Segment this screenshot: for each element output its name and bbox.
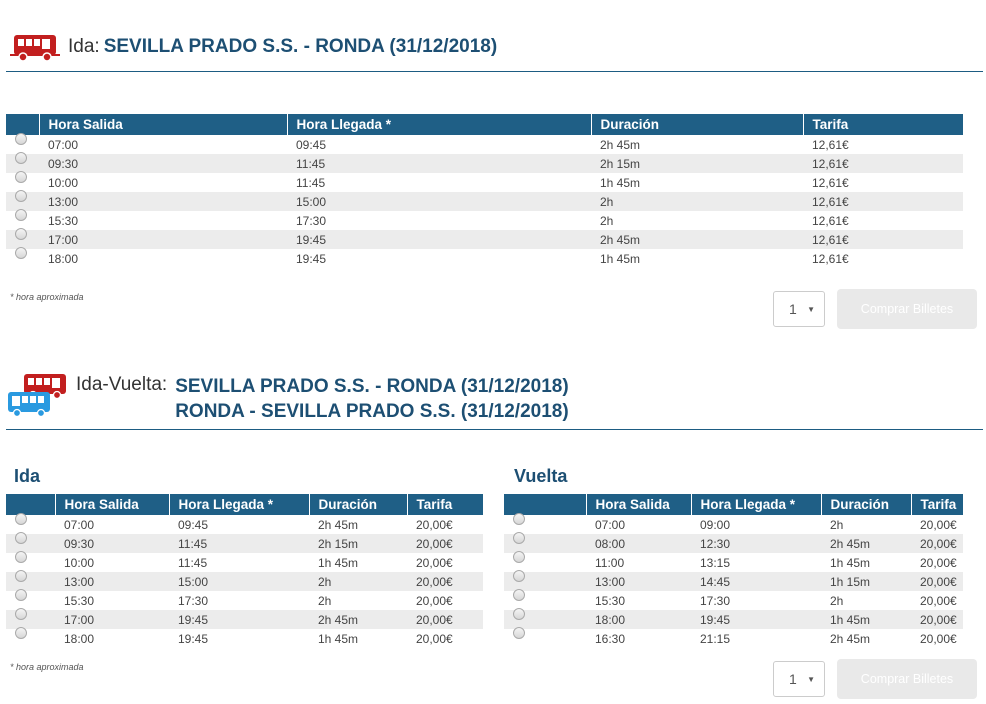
ida-schedule-table [6,114,963,268]
chevron-down-icon: ▼ [807,674,815,684]
cell-duracion: 1h 45m [600,251,641,266]
cell-tarifa: 12,61€ [812,137,849,152]
cell-hora-salida: 10:00 [48,175,79,190]
radio-cell [504,515,586,534]
select-radio[interactable] [15,209,27,221]
cell-duracion: 2h [830,593,844,608]
table-header-row [504,494,963,515]
cell-hora-llegada: 21:15 [700,631,731,646]
table-row[interactable] [6,249,963,268]
select-radio[interactable] [15,152,27,164]
cell-tarifa: 20,00€ [416,517,453,532]
table-row[interactable] [6,230,963,249]
column-header-radio [504,494,586,515]
select-radio[interactable] [513,513,525,525]
column-header-hora-llegada: Hora Llegada * [287,114,591,135]
quantity-value: 1 [789,301,797,317]
ida-vuelta-divider [6,429,983,430]
column-header-duracion: Duración [309,494,407,515]
select-radio[interactable] [15,627,27,639]
table-row[interactable] [6,192,963,211]
column-header-tarifa: Tarifa [803,114,963,135]
column-header-hora-salida: Hora Salida [39,114,287,135]
radio-cell [6,230,39,249]
cell-hora-salida: 07:00 [64,517,95,532]
select-radio[interactable] [513,608,525,620]
table-row[interactable] [504,610,963,629]
radio-cell [6,135,39,154]
table-row[interactable] [504,572,963,591]
radio-cell [6,211,39,230]
quantity-select-iv[interactable] [773,661,825,697]
column-header-radio [6,494,55,515]
cell-hora-llegada: 14:45 [691,572,821,591]
cell-duracion: 2h [830,517,844,532]
radio-cell [6,610,55,629]
radio-cell [504,572,586,591]
column-header-hora-salida: Hora Salida [55,494,169,515]
cell-duracion: 1h 45m [821,610,911,629]
cell-hora-llegada: 19:45 [169,610,309,629]
column-header-tarifa: Tarifa [911,494,963,515]
cell-tarifa: 20,00€ [407,610,483,629]
radio-cell [6,572,55,591]
cell-hora-salida: 18:00 [586,610,691,629]
cell-hora-llegada: 17:30 [178,593,209,608]
cell-hora-llegada: 17:30 [700,593,731,608]
select-radio[interactable] [15,171,27,183]
table-row[interactable] [504,515,963,534]
cell-duracion: 2h 45m [600,137,641,152]
select-radio[interactable] [513,589,525,601]
buy-tickets-button-iv[interactable]: Comprar Billetes [837,659,977,699]
table-row[interactable] [6,572,483,591]
cell-tarifa: 20,00€ [920,593,957,608]
cell-hora-salida: 18:00 [48,251,79,266]
cell-hora-llegada: 11:45 [169,534,309,553]
select-radio[interactable] [513,532,525,544]
cell-tarifa: 20,00€ [416,555,453,570]
cell-tarifa: 20,00€ [920,517,957,532]
ida-vuelta-outbound-table [6,494,483,648]
select-radio[interactable] [513,551,525,563]
cell-duracion: 1h 15m [821,572,911,591]
vuelta-subtitle: Vuelta [514,466,568,486]
cell-tarifa: 20,00€ [920,555,957,570]
ida-subtitle: Ida [14,466,41,486]
cell-hora-salida: 13:00 [39,192,287,211]
cell-hora-llegada: 19:45 [178,631,209,646]
cell-duracion: 2h [600,213,614,228]
table-row[interactable] [504,591,963,610]
cell-hora-salida: 09:30 [55,534,169,553]
radio-cell [504,610,586,629]
ida-header [10,32,497,62]
cell-hora-salida: 15:30 [64,593,95,608]
cell-hora-llegada: 11:45 [287,154,591,173]
cell-hora-llegada: 11:45 [178,555,208,570]
column-header-radio [6,114,39,135]
radio-cell [504,534,586,553]
cell-duracion: 2h 45m [821,534,911,553]
radio-cell [6,515,55,534]
table-row[interactable] [6,135,963,154]
cell-hora-llegada: 13:15 [700,555,731,570]
ida-divider [6,71,983,72]
bus-pair-icon [6,372,70,418]
bus-red-icon [10,32,60,62]
column-header-duracion: Duración [591,114,803,135]
radio-cell [504,629,586,648]
cell-tarifa: 20,00€ [407,534,483,553]
cell-hora-salida: 13:00 [55,572,169,591]
cell-hora-salida: 16:30 [595,631,626,646]
select-radio[interactable] [15,589,27,601]
cell-hora-salida: 17:00 [55,610,169,629]
cell-duracion: 2h 45m [830,631,871,646]
select-radio[interactable] [15,551,27,563]
radio-cell [6,249,39,268]
cell-hora-llegada: 09:45 [296,137,327,152]
cell-duracion: 1h 45m [830,555,871,570]
cell-hora-salida: 07:00 [595,517,626,532]
ida-vuelta-return-table [504,494,963,648]
ida-vuelta-route-return: RONDA - SEVILLA PRADO S.S. (31/12/2018) [175,401,569,422]
radio-cell [6,553,55,572]
cell-duracion: 1h 45m [600,175,641,190]
radio-cell [6,154,39,173]
cell-duracion: 2h 15m [309,534,407,553]
cell-tarifa: 12,61€ [812,251,849,266]
cell-tarifa: 12,61€ [803,154,963,173]
select-radio[interactable] [15,228,27,240]
cell-tarifa: 20,00€ [911,572,963,591]
ida-vuelta-route-outbound: SEVILLA PRADO S.S. - RONDA (31/12/2018) [175,376,569,397]
table-row[interactable] [504,629,963,648]
radio-cell [504,553,586,572]
cell-hora-salida: 15:30 [48,213,79,228]
cell-hora-llegada: 12:30 [691,534,821,553]
cell-hora-salida: 09:30 [39,154,287,173]
radio-cell [504,591,586,610]
table-row[interactable] [6,610,483,629]
cell-duracion: 2h [591,192,803,211]
cell-hora-salida: 07:00 [48,137,79,152]
table-header-row [6,114,963,135]
cell-tarifa: 12,61€ [812,213,849,228]
cell-duracion: 2h [318,593,332,608]
cell-tarifa: 12,61€ [803,192,963,211]
ida-label: Ida: [68,36,100,57]
select-radio[interactable] [15,513,27,525]
radio-cell [6,591,55,610]
table-row[interactable] [504,553,963,572]
cell-hora-salida: 17:00 [39,230,287,249]
radio-cell [6,534,55,553]
select-radio[interactable] [15,608,27,620]
cell-duracion: 2h 45m [318,517,359,532]
cell-hora-llegada: 19:45 [287,230,591,249]
column-header-duracion: Duración [821,494,911,515]
cell-duracion: 2h 45m [591,230,803,249]
radio-cell [6,192,39,211]
quantity-value: 1 [789,671,797,687]
cell-hora-salida: 10:00 [64,555,95,570]
cell-hora-llegada: 17:30 [296,213,327,228]
table-row[interactable] [6,154,963,173]
table-row[interactable] [6,211,963,230]
cell-duracion: 2h 15m [591,154,803,173]
ida-route: SEVILLA PRADO S.S. - RONDA (31/12/2018) [103,36,498,57]
ida-vuelta-header [6,372,569,424]
table-row[interactable] [6,629,483,648]
cell-hora-llegada: 19:45 [296,251,327,266]
table-header-row [6,494,483,515]
column-header-hora-salida: Hora Salida [586,494,691,515]
cell-hora-salida: 08:00 [586,534,691,553]
table-row[interactable] [6,534,483,553]
cell-hora-llegada: 11:45 [296,175,326,190]
cell-hora-llegada: 09:00 [700,517,731,532]
approx-note-iv: * hora aproximada [10,662,84,672]
ida-vuelta-label: Ida-Vuelta: [76,374,168,395]
cell-tarifa: 12,61€ [812,175,849,190]
radio-cell [6,173,39,192]
cell-tarifa: 20,00€ [911,534,963,553]
table-row[interactable] [504,534,963,553]
table-row[interactable] [6,515,483,534]
approx-note: * hora aproximada [10,292,84,302]
cell-hora-salida: 13:00 [586,572,691,591]
select-radio[interactable] [15,133,27,145]
table-row[interactable] [6,553,483,572]
chevron-down-icon: ▼ [807,304,815,314]
cell-hora-salida: 11:00 [595,555,625,570]
select-radio[interactable] [15,532,27,544]
cell-hora-llegada: 19:45 [691,610,821,629]
cell-hora-llegada: 15:00 [169,572,309,591]
cell-tarifa: 20,00€ [920,631,957,646]
table-row[interactable] [6,591,483,610]
cell-duracion: 2h 45m [309,610,407,629]
quantity-select[interactable] [773,291,825,327]
cell-tarifa: 20,00€ [911,610,963,629]
select-radio[interactable] [513,627,525,639]
cell-hora-llegada: 09:45 [178,517,209,532]
select-radio[interactable] [15,190,27,202]
cell-duracion: 1h 45m [318,555,359,570]
column-header-hora-llegada: Hora Llegada * [691,494,821,515]
cell-hora-llegada: 15:00 [287,192,591,211]
table-row[interactable] [6,173,963,192]
column-header-hora-llegada: Hora Llegada * [169,494,309,515]
cell-tarifa: 20,00€ [416,593,453,608]
column-header-tarifa: Tarifa [407,494,483,515]
select-radio[interactable] [15,570,27,582]
cell-tarifa: 12,61€ [803,230,963,249]
cell-hora-salida: 15:30 [595,593,626,608]
select-radio[interactable] [15,247,27,259]
cell-tarifa: 20,00€ [407,572,483,591]
buy-tickets-button[interactable]: Comprar Billetes [837,289,977,329]
cell-hora-salida: 18:00 [64,631,95,646]
radio-cell [6,629,55,648]
cell-tarifa: 20,00€ [416,631,453,646]
cell-duracion: 1h 45m [318,631,359,646]
select-radio[interactable] [513,570,525,582]
cell-duracion: 2h [309,572,407,591]
